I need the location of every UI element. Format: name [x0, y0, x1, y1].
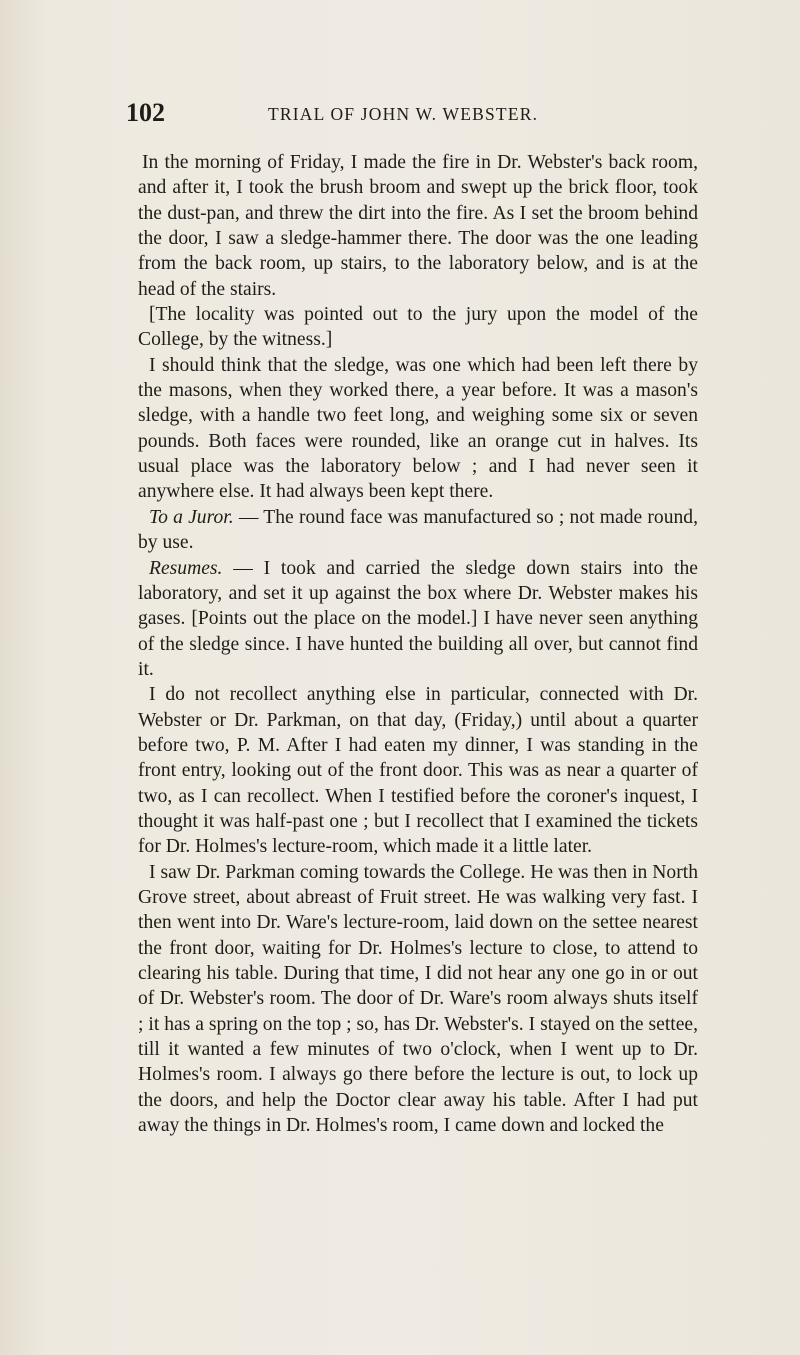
paragraph-lead: To a Juror. — [149, 506, 234, 528]
paragraph-text: In the morning of Friday, I made the fire in Dr. Webster's back room, and after it, I took the brush broom and swept up the brick floor, took the dust-pan, and threw the dirt into the fire. As I set the broom behind the door, I saw a sledge-hammer there. The door was the one leading from the back room, up stairs, to the laboratory below, and is at the head of the stairs. — [138, 152, 698, 300]
paragraph-text: — The round face was manufactured so ; not made round, by use. — [138, 506, 698, 554]
paragraph — [138, 505, 698, 556]
paragraph — [138, 556, 698, 683]
paragraph — [138, 302, 698, 353]
paragraph — [138, 860, 698, 1139]
paragraph — [138, 682, 698, 859]
paragraph-text: I should think that the sledge, was one which had been left there by the masons, when they worked there, a year before. It was a mason's sledge, with a handle two feet long, and weighing some six or seven pounds. Both faces were rounded, like an orange cut in halves. Its usual place was the laboratory below ; and I had never seen it anywhere else. It had always been kept there. — [138, 354, 698, 503]
running-head: TRIAL OF JOHN W. WEBSTER. — [268, 104, 539, 124]
paragraph-text: I do not recollect anything else in particular, connected with Dr. Webster or Dr. Parkman, on that day, (Friday,) until about a quarter before two, P. M. After I had eaten my dinner, I was standing in the front entry, looking out of the front door. This was as near a quarter of two, as I can recollect. When I testified before the coroner's inquest, I thought it was half-past one ; but I recollect that I examined the tickets for Dr. Holmes's lecture-room, which made it a little later. — [138, 684, 698, 858]
paragraph — [138, 150, 698, 302]
paragraph-text: — I took and carried the sledge down stairs into the laboratory, and set it up against the box where Dr. Webster makes his gases. [Points out the place on the model.] I have never seen anything of the sledge since. I have hunted the building all over, but cannot find it. — [138, 557, 698, 680]
paragraph-lead: Resumes. — [149, 557, 223, 579]
paragraph-text: I saw Dr. Parkman coming towards the College. He was then in North Grove street, about abreast of Fruit street. He was walking very fast. I then went into Dr. Ware's lecture-room, laid down on the settee nearest the front door, waiting for Dr. Holmes's lecture to close, to attend to clearing his table. During that time, I did not hear any one go in or out of Dr. Webster's room. The door of Dr. Ware's room always shuts itself ; it has a spring on the top ; so, has Dr. Webster's. I stayed on the settee, till it wanted a few minutes of two o'clock, when I went up to Dr. Holmes's room. I always go there before the lecture is out, to lock up the doors, and help the Doctor clear away his table. After I had put away the things in Dr. Holmes's room, I came down and locked the — [138, 861, 698, 1137]
page-number: 102 — [126, 98, 165, 127]
paragraph — [138, 353, 698, 505]
page-header — [0, 88, 800, 128]
paragraph-text: [The locality was pointed out to the jury upon the model of the College, by the witness.] — [138, 304, 698, 351]
body-text — [138, 150, 698, 1138]
